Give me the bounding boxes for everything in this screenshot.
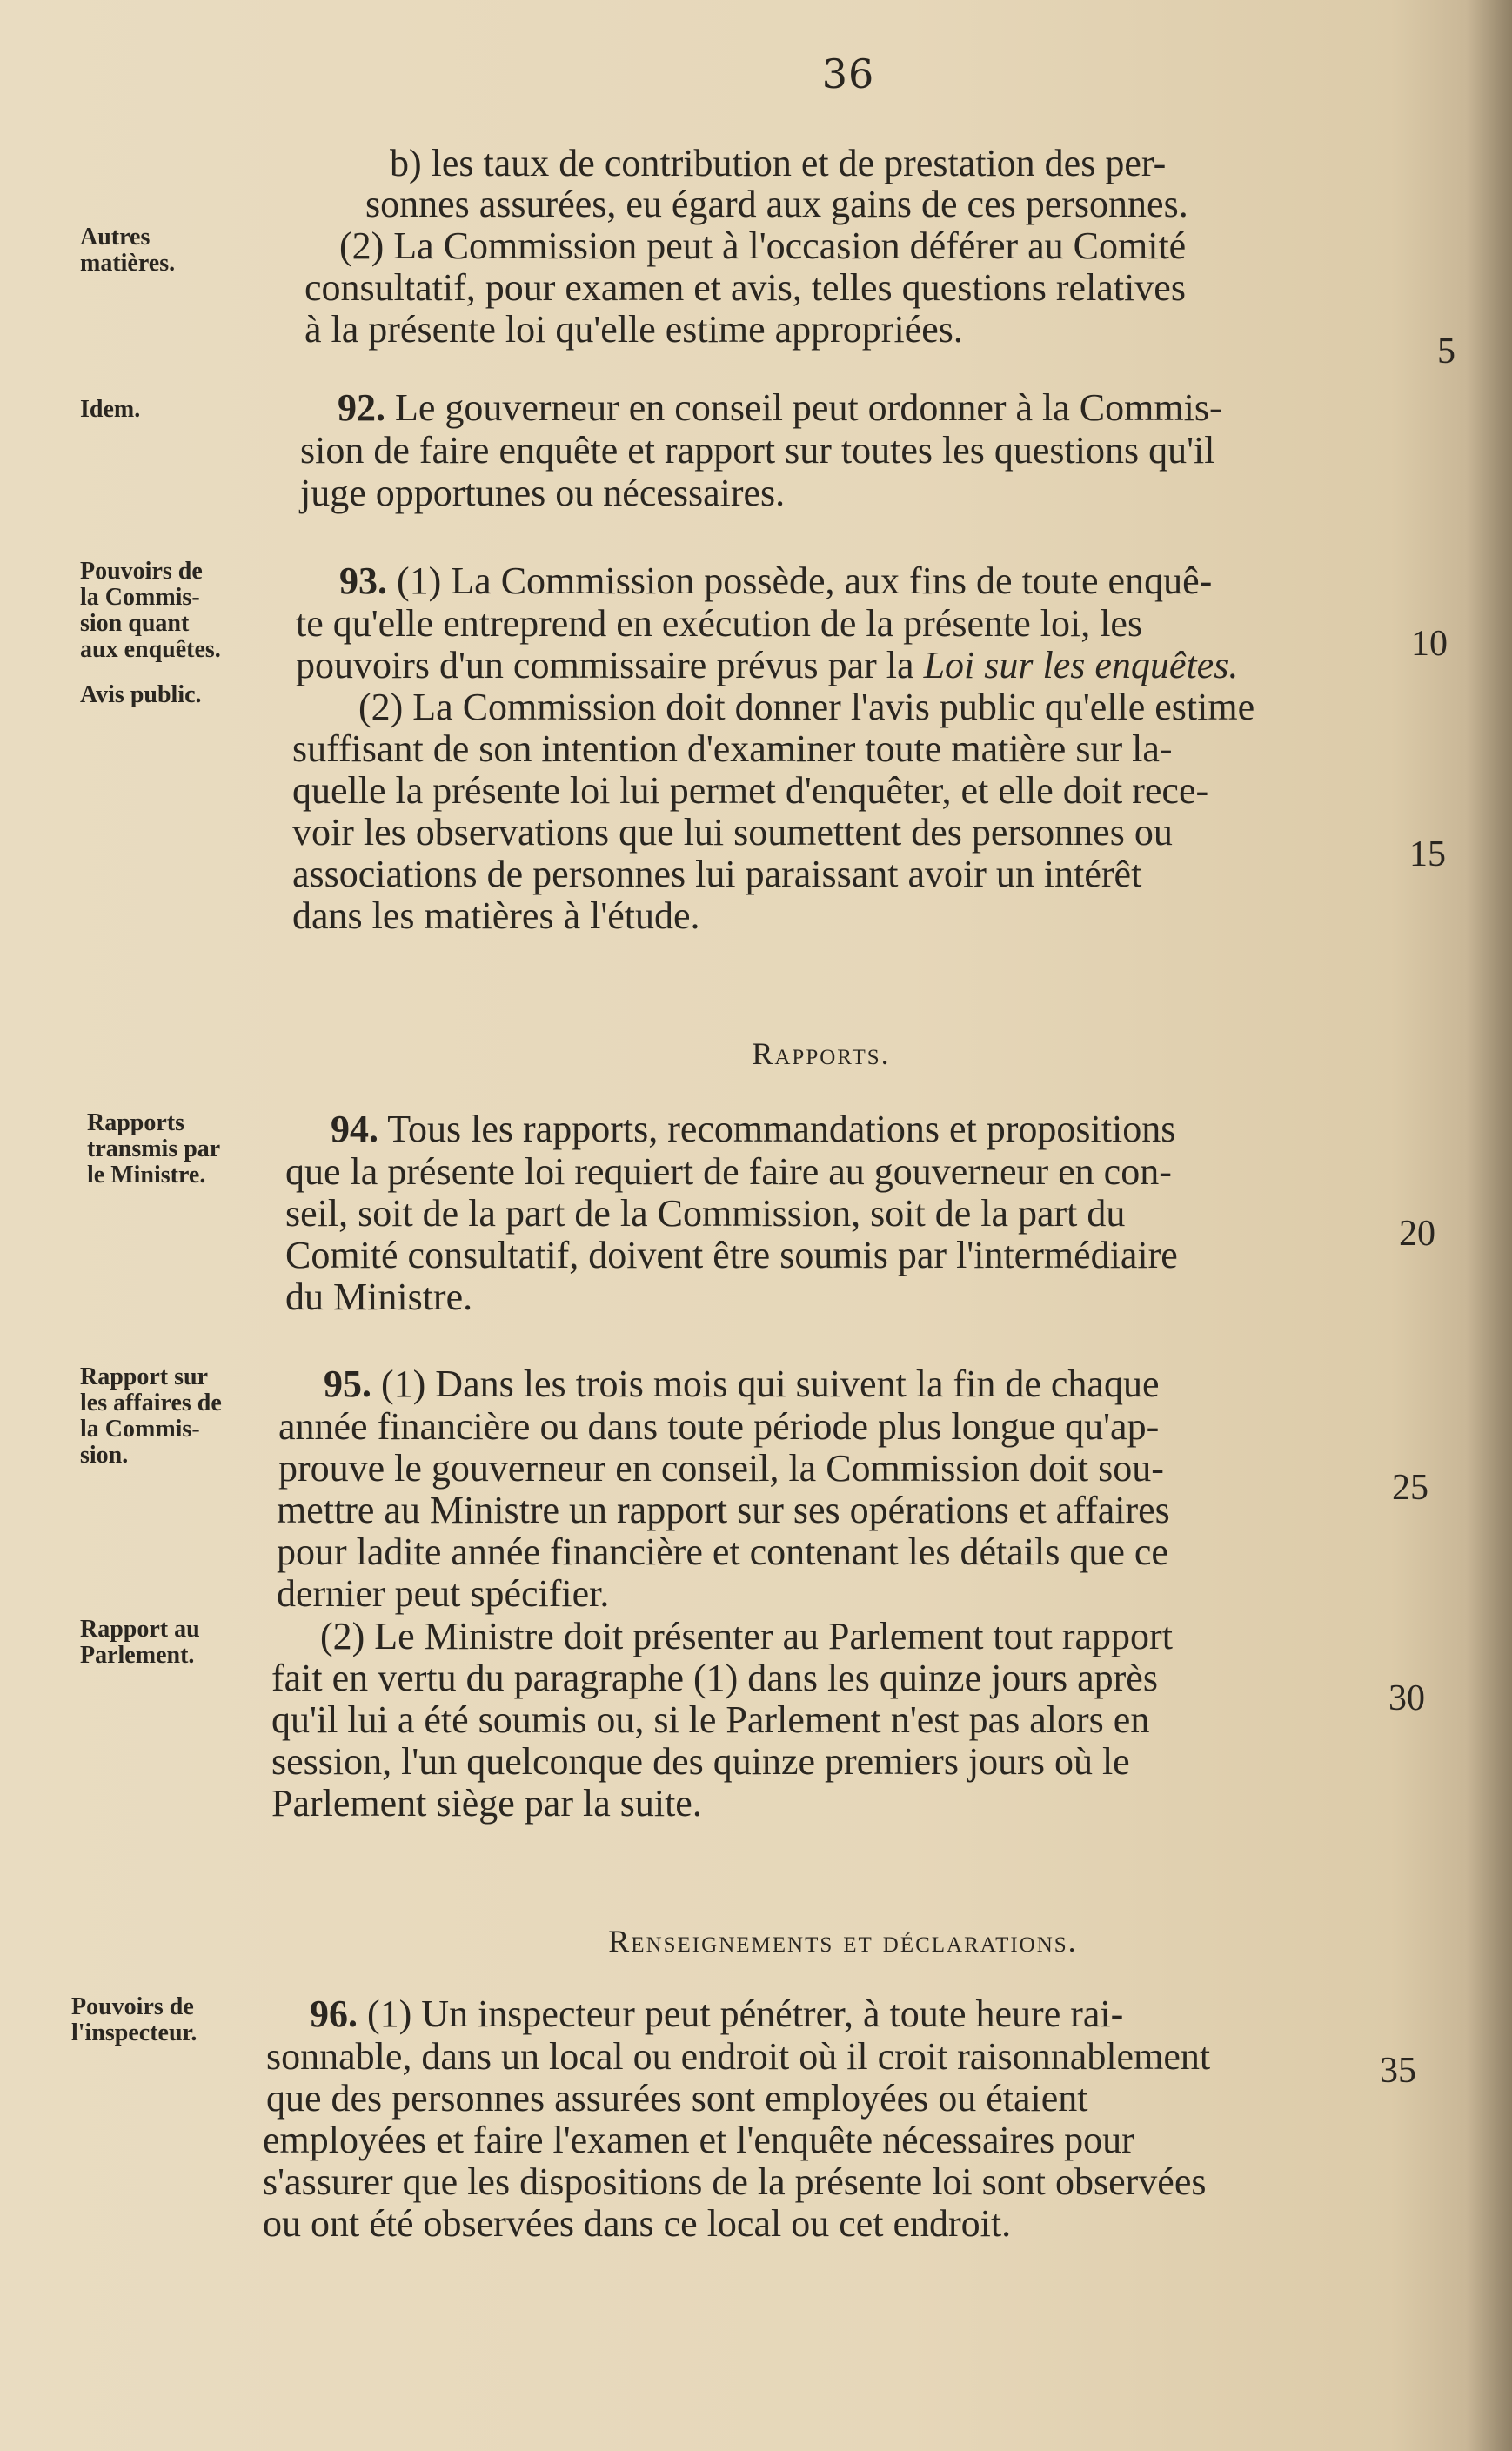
margin-note-line: Idem.: [80, 396, 141, 423]
margin-note-line: Autres: [80, 224, 151, 251]
text-line: s'assurer que les dispositions de la présente loi sont observées: [263, 2160, 1207, 2203]
text-line: b) les taux de contribution et de prestation des per-: [390, 142, 1167, 184]
section-96: [310, 1994, 1123, 2034]
text-line: fait en vertu du paragraphe (1) dans les quinze jours après: [271, 1657, 1158, 1699]
margin-note-line: Avis public.: [80, 681, 202, 708]
margin-note-pouvoirs-commission: [80, 559, 271, 663]
text-span: pouvoirs d'un commissaire prévus par la: [296, 644, 914, 686]
text-line: prouve le gouverneur en conseil, la Commission doit sou-: [278, 1447, 1164, 1490]
line-number: 20: [1399, 1214, 1435, 1254]
text-line: mettre au Ministre un rapport sur ses opérations et affaires: [277, 1489, 1170, 1531]
margin-note-line: le Ministre.: [87, 1162, 206, 1189]
margin-note-line: Rapport au: [80, 1616, 200, 1643]
section-number: 96.: [310, 1992, 358, 2035]
margin-note-rapport-parlement: [80, 1617, 271, 1669]
section-95: [324, 1364, 1159, 1404]
margin-note-avis-public: [80, 682, 271, 708]
text-line: du Ministre.: [285, 1276, 473, 1318]
margin-note-line: Rapport sur: [80, 1363, 209, 1390]
margin-note-line: Rapports: [87, 1109, 185, 1136]
text-span: Le gouverneur en conseil peut ordonner à la Commis-: [395, 386, 1222, 429]
text-line: voir les observations que lui soumettent des personnes ou: [292, 811, 1173, 854]
margin-note-line: sion quant: [80, 610, 190, 637]
margin-note-line: l'inspecteur.: [71, 2019, 197, 2046]
text-line: sonnable, dans un local ou endroit où il croit raisonnablement: [266, 2035, 1211, 2078]
text-line: associations de personnes lui paraissant avoir un intérêt: [292, 853, 1142, 895]
text-line: à la présente loi qu'elle estime appropriées.: [304, 308, 963, 351]
text-line: que la présente loi requiert de faire au gouverneur en con-: [285, 1150, 1172, 1193]
text-line: juge opportunes ou nécessaires.: [300, 472, 786, 514]
text-span: Tous les rapports, recommandations et propositions: [387, 1108, 1176, 1150]
margin-note-pouvoirs-inspecteur: [71, 1994, 263, 2046]
margin-note-line: la Commis-: [80, 1416, 200, 1443]
text-line: que des personnes assurées sont employées ou étaient: [266, 2077, 1088, 2120]
text-line: pour ladite année financière et contenant les détails que ce: [277, 1530, 1168, 1573]
law-title: Loi sur les enquêtes.: [923, 644, 1239, 686]
text-line: seil, soit de la part de la Commission, soit de la part du: [285, 1192, 1126, 1235]
text-line: ou ont été observées dans ce local ou cet endroit.: [263, 2202, 1012, 2245]
text-line: sion de faire enquête et rapport sur toutes les questions qu'il: [300, 429, 1215, 472]
margin-note-rapport-affaires: [80, 1364, 271, 1469]
page-number: 36: [821, 50, 875, 97]
text-line: quelle la présente loi lui permet d'enquêter, et elle doit rece-: [292, 769, 1209, 812]
heading-renseignements: Renseignements et déclarations.: [608, 1924, 1078, 1959]
margin-note-autres-matieres: [80, 224, 271, 277]
margin-note-line: la Commis-: [80, 584, 200, 611]
text-line: (2) Le Ministre doit présenter au Parlement tout rapport: [320, 1615, 1173, 1657]
section-number: 94.: [331, 1108, 378, 1150]
text-line: te qu'elle entreprend en exécution de la présente loi, les: [296, 602, 1143, 645]
margin-note-line: transmis par: [87, 1135, 221, 1162]
line-number: 30: [1388, 1678, 1425, 1718]
text-span: (1) Dans les trois mois qui suivent la fin de chaque: [381, 1363, 1160, 1405]
section-number: 95.: [324, 1363, 371, 1405]
line-number: 35: [1380, 2051, 1416, 2091]
text-line: session, l'un quelconque des quinze premiers jours où le: [271, 1740, 1130, 1783]
line-number: 25: [1392, 1468, 1428, 1508]
margin-note-line: Pouvoirs de: [71, 1993, 194, 2020]
section-94: [331, 1109, 1175, 1149]
section-number: 92.: [338, 386, 385, 429]
text-span: (1) La Commission possède, aux fins de toute enquê-: [397, 559, 1213, 602]
margin-note-line: aux enquêtes.: [80, 636, 221, 663]
text-line: Parlement siège par la suite.: [271, 1782, 702, 1825]
text-line: dernier peut spécifier.: [277, 1572, 610, 1615]
heading-rapports: Rapports.: [752, 1036, 891, 1071]
text-line: consultatif, pour examen et avis, telles questions relatives: [304, 266, 1186, 309]
text-line: sonnes assurées, eu égard aux gains de ces personnes.: [365, 183, 1188, 225]
text-span: (1) Un inspecteur peut pénétrer, à toute heure rai-: [367, 1992, 1124, 2035]
text-line: Comité consultatif, doivent être soumis par l'intermédiaire: [285, 1234, 1178, 1276]
text-line: (2) La Commission peut à l'occasion déférer au Comité: [339, 224, 1187, 267]
margin-note-line: Parlement.: [80, 1642, 195, 1669]
line-number: 10: [1411, 624, 1448, 664]
text-line: employées et faire l'examen et l'enquête nécessaires pour: [263, 2119, 1134, 2161]
margin-note-line: Pouvoirs de: [80, 558, 203, 585]
text-line: dans les matières à l'étude.: [292, 894, 700, 937]
line-number: 5: [1437, 331, 1455, 372]
section-93: [339, 561, 1212, 601]
text-line: (2) La Commission doit donner l'avis public qu'elle estime: [358, 686, 1255, 728]
margin-note-line: matières.: [80, 250, 176, 277]
text-line: [296, 646, 1238, 686]
text-line: année financière ou dans toute période plus longue qu'ap-: [278, 1405, 1160, 1448]
margin-note-rapports-transmis: [87, 1110, 278, 1189]
margin-note-line: les affaires de: [80, 1390, 222, 1416]
margin-note-idem: [80, 397, 271, 423]
text-line: qu'il lui a été soumis ou, si le Parlement n'est pas alors en: [271, 1698, 1150, 1741]
line-number: 15: [1409, 834, 1446, 874]
section-92: [338, 388, 1222, 428]
section-number: 93.: [339, 559, 387, 602]
margin-note-line: sion.: [80, 1442, 129, 1469]
text-line: suffisant de son intention d'examiner toute matière sur la-: [292, 727, 1173, 770]
